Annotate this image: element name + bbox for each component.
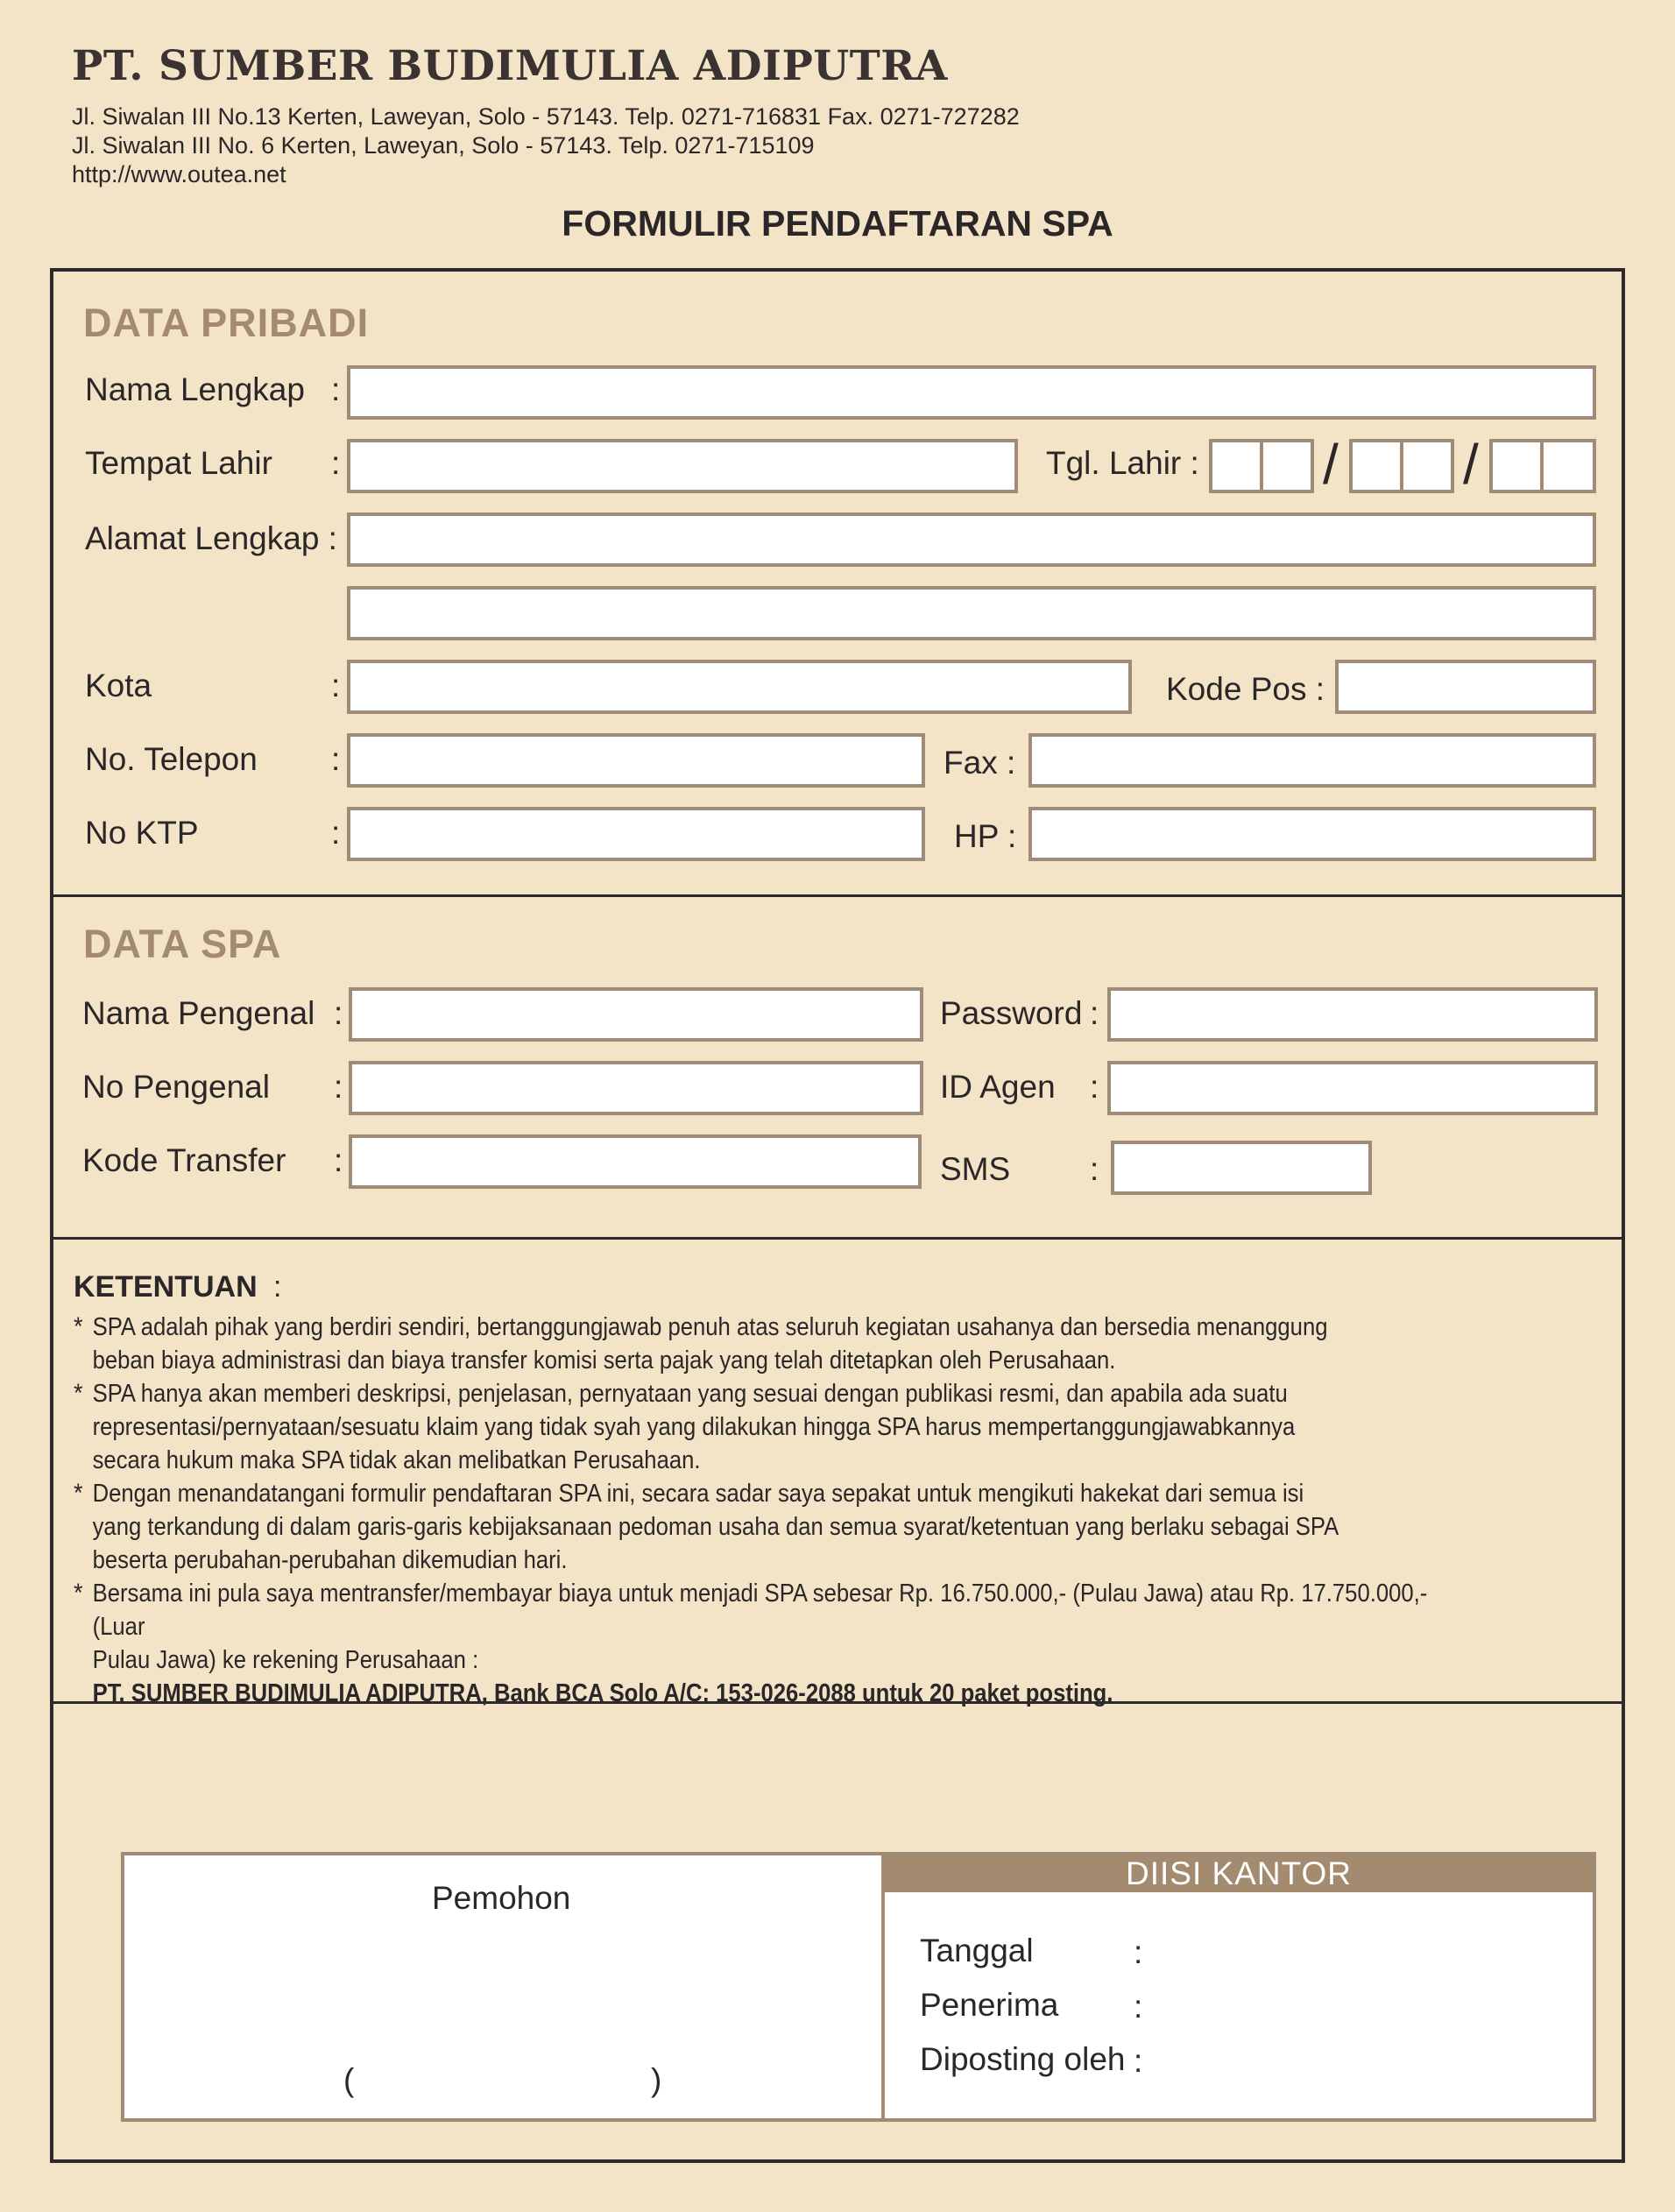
- date-separator: /: [1323, 433, 1339, 496]
- office-label-penerima: Penerima: [920, 1987, 1059, 2023]
- rule-line: Pulau Jawa) ke rekening Perusahaan :: [92, 1646, 479, 1674]
- rule-item: [74, 1577, 1445, 1677]
- ketentuan-title: KETENTUAN: [74, 1270, 258, 1304]
- section-divider: [50, 1237, 1625, 1240]
- bullet: *: [74, 1379, 83, 1408]
- bullet: *: [74, 1312, 83, 1341]
- tempat-lahir-field[interactable]: [347, 439, 1018, 493]
- label-kode-transfer: Kode Transfer: [82, 1142, 286, 1178]
- label-hp: HP :: [954, 818, 1017, 854]
- nama-lengkap-field[interactable]: [347, 365, 1596, 420]
- bank-account-line: PT. SUMBER BUDIMULIA ADIPUTRA, Bank BCA Solo A/C: 153-026-2088 untuk 20 paket posting.: [92, 1679, 1113, 1707]
- alamat-lengkap-field-2[interactable]: [347, 586, 1596, 640]
- ketentuan-colon: :: [273, 1270, 282, 1304]
- form-title: FORMULIR PENDAFTARAN SPA: [562, 203, 1113, 244]
- rule-line: Bersama ini pula saya mentransfer/membayar biaya untuk menjadi SPA sebesar Rp. 16.750.000,- (Pulau Jawa) atau Rp. 17.750.000,- (Luar: [92, 1579, 1428, 1641]
- rule-line: yang terkandung di dalam garis-garis kebijaksanaan pedoman usaha dan semua syarat/ketentuan yang berlaku sebagai SPA: [92, 1513, 1339, 1541]
- colon: :: [331, 815, 341, 851]
- company-name: PT. SUMBER BUDIMULIA ADIPUTRA: [72, 42, 948, 90]
- label-tempat-lahir: Tempat Lahir: [85, 445, 272, 481]
- label-id-agen: ID Agen: [940, 1069, 1056, 1105]
- kode-transfer-field[interactable]: [349, 1134, 922, 1189]
- rule-line: SPA hanya akan memberi deskripsi, penjelasan, pernyataan yang sesuai dengan publikasi resmi, dan apabila ada suatu: [92, 1380, 1288, 1408]
- rule-line: secara hukum maka SPA tidak akan melibatkan Perusahaan.: [92, 1446, 701, 1474]
- label-fax: Fax :: [944, 745, 1016, 781]
- alamat-lengkap-field-1[interactable]: [347, 512, 1596, 567]
- label-no-ktp: No KTP: [85, 815, 199, 851]
- colon: :: [331, 445, 341, 481]
- office-label-tanggal: Tanggal: [920, 1933, 1034, 1968]
- colon: :: [331, 371, 341, 407]
- section-title-data-spa: DATA SPA: [83, 922, 282, 966]
- label-password: Password: [940, 995, 1083, 1031]
- address-line-2: Jl. Siwalan III No. 6 Kerten, Laweyan, Solo - 57143. Telp. 0271-715109: [72, 132, 815, 159]
- tgl-lahir-day-digit[interactable]: [1260, 439, 1314, 493]
- section-title-data-pribadi: DATA PRIBADI: [83, 300, 370, 345]
- fax-field[interactable]: [1028, 733, 1596, 788]
- tgl-lahir-month-digit[interactable]: [1400, 439, 1454, 493]
- rule-line: representasi/pernyataan/sesuatu klaim yang tidak syah yang dilakukan hingga SPA harus mempertanggungjawabkannya: [92, 1413, 1296, 1441]
- address-line-1: Jl. Siwalan III No.13 Kerten, Laweyan, Solo - 57143. Telp. 0271-716831 Fax. 0271-727282: [72, 103, 1020, 130]
- no-telepon-field[interactable]: [347, 733, 925, 788]
- colon: :: [334, 995, 343, 1031]
- kota-field[interactable]: [347, 660, 1132, 714]
- hp-field[interactable]: [1028, 807, 1596, 861]
- colon: :: [331, 741, 341, 777]
- label-kota: Kota: [85, 668, 152, 703]
- kode-pos-field[interactable]: [1335, 660, 1596, 714]
- rule-line: beban biaya administrasi dan biaya transfer komisi serta pajak yang telah ditetapkan oleh Perusahaan.: [92, 1346, 1116, 1375]
- tgl-lahir-year-digit[interactable]: [1540, 439, 1596, 493]
- label-sms: SMS: [940, 1151, 1011, 1187]
- rule-item: [74, 1477, 1445, 1577]
- bullet: *: [74, 1479, 83, 1508]
- colon: :: [334, 1069, 343, 1105]
- signature-divider: [881, 1852, 885, 2122]
- colon: :: [1134, 1934, 1143, 1970]
- colon: :: [334, 1142, 343, 1178]
- label-tgl-lahir: Tgl. Lahir :: [1046, 445, 1199, 481]
- sms-field[interactable]: [1111, 1141, 1372, 1195]
- section-divider: [50, 894, 1625, 897]
- tgl-lahir-year-digit[interactable]: [1489, 439, 1544, 493]
- label-kode-pos: Kode Pos :: [1166, 671, 1325, 707]
- password-field[interactable]: [1107, 987, 1598, 1042]
- rule-line: beserta perubahan-perubahan dikemudian hari.: [92, 1546, 568, 1574]
- signature-paren-close: ): [651, 2062, 662, 2098]
- office-label-diposting-oleh: Diposting oleh: [920, 2041, 1126, 2077]
- colon: :: [331, 668, 341, 703]
- no-ktp-field[interactable]: [347, 807, 925, 861]
- website-link[interactable]: http://www.outea.net: [72, 161, 286, 187]
- signature-box: [121, 1852, 1596, 2122]
- rule-item: [74, 1377, 1445, 1477]
- office-section-header: DIISI KANTOR: [885, 1855, 1593, 1892]
- id-agen-field[interactable]: [1107, 1061, 1598, 1115]
- colon: :: [1090, 995, 1099, 1031]
- rule-line: SPA adalah pihak yang berdiri sendiri, bertanggungjawab penuh atas seluruh kegiatan usahanya dan bersedia menanggung: [92, 1313, 1328, 1341]
- nama-pengenal-field[interactable]: [349, 987, 923, 1042]
- label-nama-lengkap: Nama Lengkap: [85, 371, 305, 407]
- ketentuan-rules: [74, 1311, 1445, 1710]
- rule-item: [74, 1311, 1445, 1377]
- label-alamat-lengkap: Alamat Lengkap :: [85, 520, 337, 556]
- colon: :: [1134, 2043, 1143, 2079]
- colon: :: [1090, 1151, 1099, 1187]
- tgl-lahir-day-digit[interactable]: [1209, 439, 1263, 493]
- rule-line: Dengan menandatangani formulir pendaftaran SPA ini, secara sadar saya sepakat untuk mengikuti hakekat dari semua isi: [92, 1480, 1304, 1508]
- colon: :: [1134, 1989, 1143, 2025]
- bullet: *: [74, 1579, 83, 1608]
- no-pengenal-field[interactable]: [349, 1061, 923, 1115]
- colon: :: [1090, 1069, 1099, 1105]
- pemohon-label: Pemohon: [432, 1880, 571, 1916]
- label-no-pengenal: No Pengenal: [82, 1069, 270, 1105]
- tgl-lahir-month-digit[interactable]: [1349, 439, 1403, 493]
- signature-name-field[interactable]: [361, 2050, 650, 2101]
- signature-paren-open: (: [343, 2062, 355, 2098]
- date-separator: /: [1463, 433, 1479, 496]
- label-nama-pengenal: Nama Pengenal: [82, 995, 315, 1031]
- label-no-telepon: No. Telepon: [85, 741, 258, 777]
